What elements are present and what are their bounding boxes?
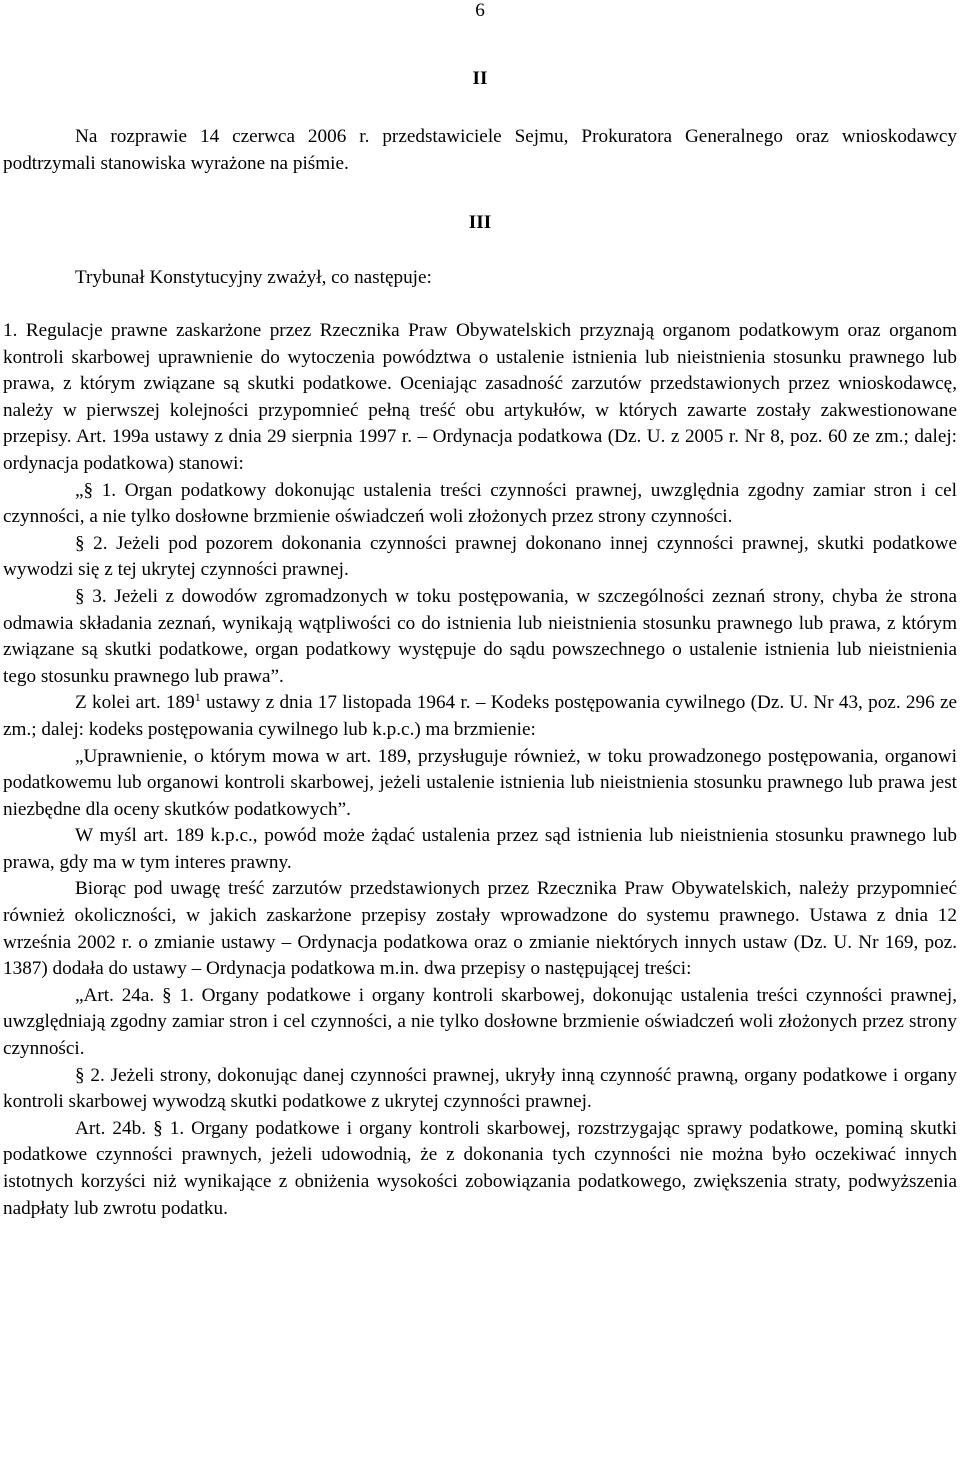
paragraph-point-1: 1. Regulacje prawne zaskarżone przez Rzecznika Praw Obywatelskich przyznają organom podatkowym oraz organom kontroli skarbowej uprawnienie do wytoczenia powództwa o ustalenie istnienia lub nieistnienia stosunku prawnego lub prawa, z którym związane są skutki podatkowe. Oceniając zasadność zarzutów przedstawionych przez wnioskodawcę, należy w pierwszej kolejności przypomnieć pełną treść obu artykułów, w których zawarte zostały zakwestionowane przepisy. Art. 199a ustawy z dnia 29 sierpnia 1997 r. – Ordynacja podatkowa (Dz. U. z 2005 r. Nr 8, poz. 60 ze zm.; dalej: ordynacja podatkowa) stanowi: — [3, 320, 957, 474]
section-ii-body — [3, 124, 957, 177]
quoted-paragraph: Art. 24b. § 1. Organy podatkowe i organy kontroli skarbowej, rozstrzygając sprawy podatkowe, pominą skutki podatkowe czynności prawnych, jeżeli udowodnią, że z dokonania tych czynności nie można było oczekiwać innych istotnych korzyści niż wynikające z obniżenia wysokości zobowiązania podatkowego, zwiększenia straty, podwyższenia nadpłaty lub zwrotu podatku. — [3, 1117, 957, 1219]
section-heading-iii: III — [468, 212, 492, 233]
quoted-paragraph: § 2. Jeżeli pod pozorem dokonania czynności prawnej dokonano innej czynności prawnej, skutki podatkowe wywodzi się z tej ukrytej czynności prawnej. — [3, 532, 957, 581]
section-iii-body — [3, 318, 957, 1222]
text-segment: ustawy z dnia 17 listopada 1964 r. – Kodeks postępowania cywilnego (Dz. U. Nr 43, poz. 296 ze zm.; dalej: kodeks postępowania cywilnego lub k.p.c.) ma brzmienie: — [3, 692, 957, 740]
paragraph: W myśl art. 189 k.p.c., powód może żądać ustalenia przez sąd istnienia lub nieistnienia stosunku prawnego lub prawa, gdy ma w tym interes prawny. — [3, 825, 957, 873]
quoted-paragraph: § 3. Jeżeli z dowodów zgromadzonych w toku postępowania, w szczególności zeznań strony, chyba że strona odmawia składania zeznań, wynikają wątpliwości co do istnienia lub nieistnienia stosunku prawnego lub prawa, z którym związane są skutki podatkowe, organ podatkowy występuje do sądu powszechnego o ustalenie istnienia lub nieistnienia tego stosunku prawnego lub prawa”. — [3, 585, 957, 687]
quoted-paragraph: § 2. Jeżeli strony, dokonując danej czynności prawnej, ukryły inną czynność prawną, organy podatkowe i organy kontroli skarbowej wywodzą skutki podatkowe z ukrytej czynności prawnej. — [3, 1064, 957, 1113]
section-iii-intro — [3, 265, 957, 292]
paragraph-kpc — [3, 690, 957, 743]
paragraph: Na rozprawie 14 czerwca 2006 r. przedstawiciele Sejmu, Prokuratora Generalnego oraz wnioskodawcy podtrzymali stanowiska wyrażone na piśmie. — [3, 126, 957, 174]
paragraph: Biorąc pod uwagę treść zarzutów przedstawionych przez Rzecznika Praw Obywatelskich, należy przypomnieć również okoliczności, w jakich zaskarżone przepisy zostały wprowadzone do systemu prawnego. Ustawa z dnia 12 września 2002 r. o zmianie ustawy – Ordynacja podatkowa oraz o zmianie niektórych innych ustaw (Dz. U. Nr 169, poz. 1387) dodała do ustawy – Ordynacja podatkowa m.in. dwa przepisy o następującej treści: — [3, 878, 957, 980]
quoted-paragraph: „§ 1. Organ podatkowy dokonując ustalenia treści czynności prawnej, uwzględnia zgodny zamiar stron i cel czynności, a nie tylko dosłowne brzmienie oświadczeń woli złożonych przez strony czynności. — [3, 479, 957, 528]
quoted-paragraph: „Uprawnienie, o którym mowa w art. 189, przysługuje również, w toku prowadzonego postępowania, organowi podatkowemu lub organowi kontroli skarbowej, jeżeli ustalenie istnienia lub nieistnienia stosunku prawnego lub prawa jest niezbędne dla oceny skutków podatkowych”. — [3, 745, 957, 820]
superscript: 1 — [194, 690, 201, 705]
quoted-paragraph: „Art. 24a. § 1. Organy podatkowe i organy kontroli skarbowej, dokonując ustalenia treści czynności prawnej, uwzględniają zgodny zamiar stron i cel czynności, a nie tylko dosłowne brzmienie oświadczeń woli złożonych przez strony czynności. — [3, 984, 957, 1060]
paragraph: Trybunał Konstytucyjny zważył, co następuje: — [75, 267, 432, 288]
text-segment: Z kolei art. 189 — [75, 692, 195, 714]
page-number: 6 — [475, 0, 485, 21]
section-heading-ii: II — [472, 68, 488, 89]
